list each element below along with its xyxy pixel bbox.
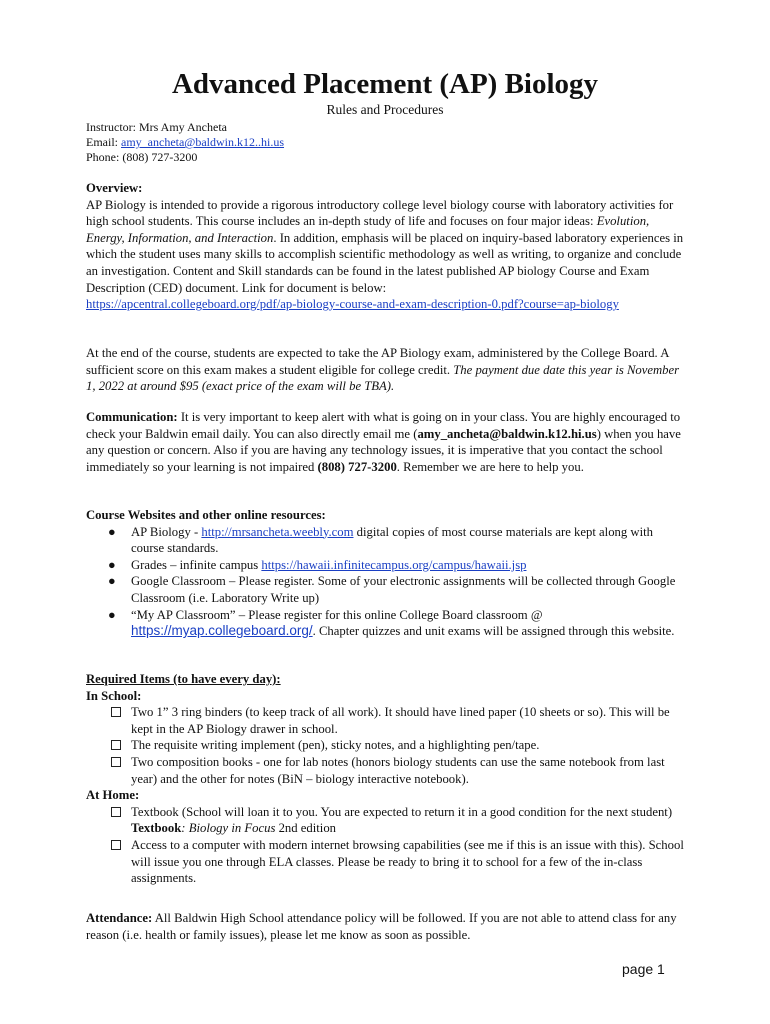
list-item: ● “My AP Classroom” – Please register for this online College Board classroom @ https://myap.collegeboard.org/. Chapter quizzes and unit exams will be assigned through this website. <box>108 607 675 639</box>
attendance-text: Attendance: All Baldwin High School attendance policy will be followed. If you are not able to attend class for any reason (i.e. health or family issues), please let me know as soon as possible. <box>86 911 677 942</box>
email-line <box>86 135 284 150</box>
infinite-campus-link[interactable]: https://hawaii.infinitecampus.org/campus/hawaii.jsp <box>261 557 527 572</box>
checkbox-icon[interactable] <box>111 707 121 717</box>
bullet-icon: ● <box>108 524 116 539</box>
list-item: The requisite writing implement (pen), sticky notes, and a highlighting pen/tape. <box>86 737 686 754</box>
email-label: Email: <box>86 135 121 149</box>
overview-text: AP Biology is intended to provide a rigorous introductory college level biology course with laboratory activities for high school students. This course includes an in-depth study of life and focuses on four major ideas: Evolution, Energy, Information, and Interaction. In addition, emphasis will be placed on inquiry-based laboratory experiences in which the student uses many skills to accomplish scientific methodology as well as writing, to organize and conclude an investigation. Content and Skill standards can be found in the latest published AP biology Course and Exam Description (CED) document. Link for document is below: <box>86 197 684 295</box>
required-items-section <box>86 671 686 887</box>
phone-line: Phone: (808) 727-3200 <box>86 150 198 164</box>
websites-heading: Course Websites and other online resources: <box>86 508 326 522</box>
ced-document-link[interactable]: https://apcentral.collegeboard.org/pdf/ap-biology-course-and-exam-description-0.pdf?course=ap-biology <box>86 297 619 312</box>
list-item: Textbook (School will loan it to you. You are expected to return it in a good condition for the next student) Textbook: Biology in Focus 2nd edition <box>86 804 686 837</box>
bullet-icon: ● <box>108 557 116 572</box>
list-item: ● Grades – infinite campus https://hawaii.infinitecampus.org/campus/hawaii.jsp <box>108 557 527 572</box>
instructor-info <box>86 120 284 165</box>
exam-section <box>86 345 686 395</box>
page-title: Advanced Placement (AP) Biology <box>171 68 599 100</box>
at-home-heading: At Home: <box>86 788 140 803</box>
checkbox-icon[interactable] <box>111 740 121 750</box>
exam-payment-note: The payment due date this year is November 1, 2022 at around $95 (exact price of the exam will be TBA). <box>86 362 680 394</box>
communication-email: amy_ancheta@baldwin.k12.hi.us <box>417 426 597 441</box>
bullet-icon: ● <box>108 574 116 589</box>
list-item: Access to a computer with modern internet browsing capabilities (see me if this is an issue with this). School will issue you one through ELA classes. Please be ready to bring it to school for a few of the in-class assignments. <box>86 837 686 887</box>
required-heading: Required Items (to have every day): <box>86 672 281 686</box>
overview-ideas: Evolution, Energy, Information, and Interaction <box>86 214 650 245</box>
communication-section <box>86 409 686 475</box>
checkbox-icon[interactable] <box>111 840 121 850</box>
attendance-heading: Attendance: <box>86 911 153 925</box>
overview-section <box>86 180 686 313</box>
checkbox-icon[interactable] <box>111 807 121 817</box>
communication-text: Communication: It is very important to keep alert with what is going on in your class. You are highly encouraged to check your Baldwin email daily. You can also directly email me (amy_ancheta@baldwin.k12.hi.us) when you have any question or concern. Also if you are having any technology issues, it is imperative that you contact the school immediately so your learning is not impaired (808) 727-3200. Remember we are here to help you. <box>86 410 681 474</box>
myap-link[interactable]: https://myap.collegeboard.org/ <box>131 623 313 639</box>
list-item: Two composition books - one for lab notes (honors biology students can use the same notebook from last year) and the other for notes (BiN – biology interactive notebook). <box>86 754 686 787</box>
communication-heading: Communication: <box>86 410 178 424</box>
bullet-icon: ● <box>108 607 116 622</box>
websites-section <box>86 507 686 640</box>
list-item: ● Google Classroom – Please register. Some of your electronic assignments will be collected through Google Classroom (i.e. Laboratory Write up) <box>108 574 676 605</box>
checkbox-icon[interactable] <box>111 757 121 767</box>
overview-heading: Overview: <box>86 181 143 195</box>
list-item: Two 1” 3 ring binders (to keep track of all work). It should have lined paper (10 sheets or so). This will be kept in the AP Biology drawer in school. <box>86 704 686 737</box>
in-school-heading: In School: <box>86 688 142 703</box>
page-subtitle: Rules and Procedures <box>326 102 444 117</box>
weebly-link[interactable]: http://mrsancheta.weebly.com <box>201 524 354 539</box>
exam-text: At the end of the course, students are expected to take the AP Biology exam, administered by the College Board. A sufficient score on this exam makes a student eligible for college credit. The payment due date this year is November 1, 2022 at around $95 (exact price of the exam will be TBA). <box>86 346 680 394</box>
communication-phone: (808) 727-3200 <box>317 459 397 474</box>
list-item: ● AP Biology - http://mrsancheta.weebly.com digital copies of most course materials are kept along with course standards. <box>108 524 653 556</box>
instructor-email-link[interactable]: amy_ancheta@baldwin.k12..hi.us <box>121 135 285 149</box>
instructor-line: Instructor: Mrs Amy Ancheta <box>86 120 227 134</box>
page-number: page 1 <box>622 961 665 977</box>
attendance-section <box>86 910 686 943</box>
